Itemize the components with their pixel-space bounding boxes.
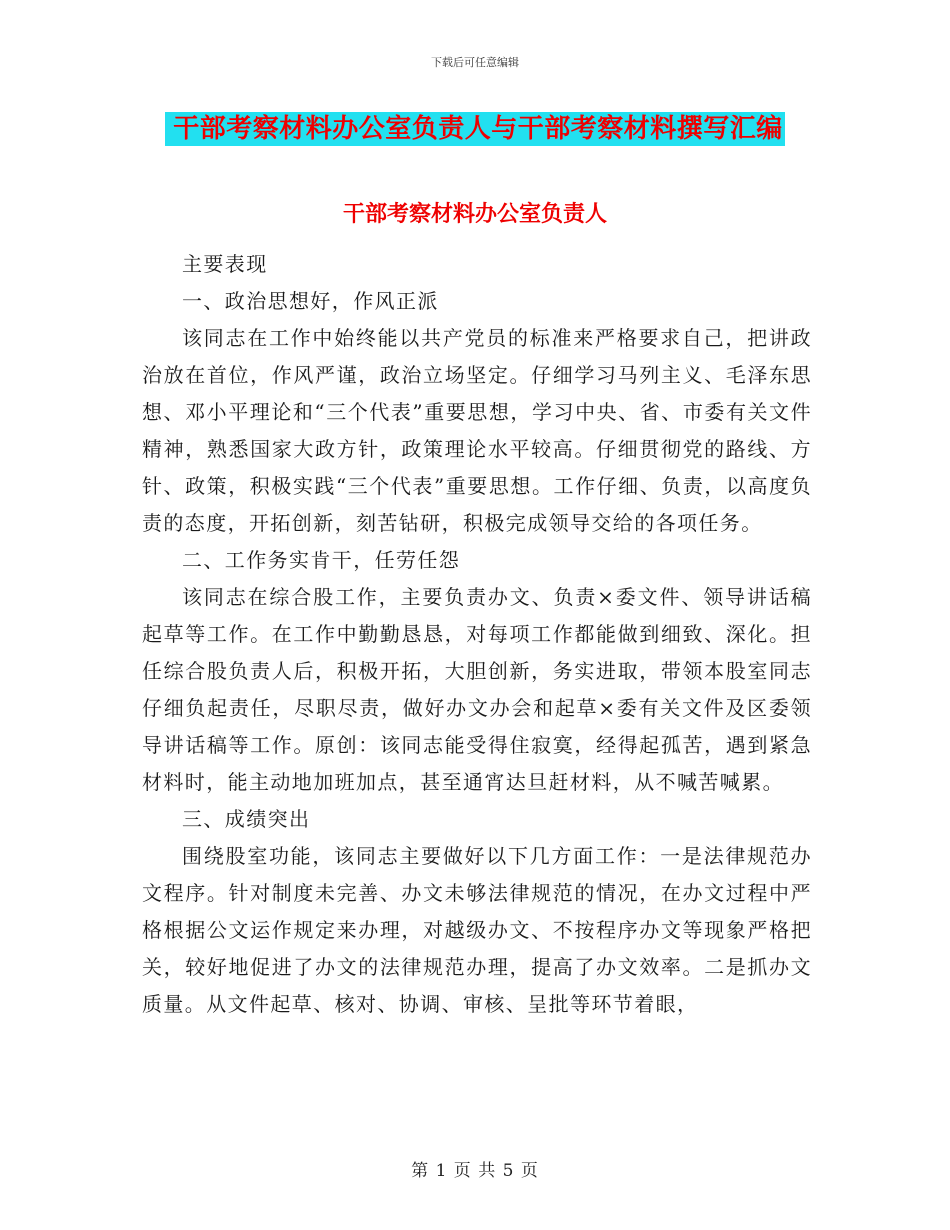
page-number-footer: 第 1 页 共 5 页 [411,1161,539,1181]
document-title-container [0,112,950,146]
paragraph-political-thought: 该同志在工作中始终能以共产党员的标准来严格要求自己，把讲政治放在首位，作风严谨，政治立场坚定。仔细学习马列主义、毛泽东思想、邓小平理论和“三个代表”重要思想，学习中央、省、市委有关文件精神，熟悉国家大政方针，政策理论水平较高。仔细贯彻党的路线、方针、政策，积极实践“三个代表”重要思想。工作仔细、负责，以高度负责的态度，开拓创新，刻苦钻研，积极完成领导交给的各项任务。 [142,326,812,535]
section-title: 干部考察材料办公室负责人 [342,202,607,227]
document-title: 干部考察材料办公室负责人与干部考察材料撰写汇编 [165,112,785,146]
page-header-note: 下载后可任意编辑 [431,56,519,69]
heading-political-thought: 一、政治思想好，作风正派 [182,289,439,313]
paragraph-main-performance: 主要表现 [182,252,268,276]
paragraph-achievements: 围绕股室功能，该同志主要做好以下几方面工作：一是法律规范办文程序。针对制度未完善、办文未够法律规范的情况，在办文过程中严格根据公文运作规定来办理，对越级办文、不按程序办文等现象严格把关，较好地促进了办文的法律规范办理，提高了办文效率。二是抓办文质量。从文件起草、核对、协调、审核、呈批等环节着眼， [142,844,812,1016]
document-body [142,246,812,1023]
paragraph-work-attitude: 该同志在综合股工作，主要负责办文、负责×委文件、领导讲话稿起草等工作。在工作中勤勤恳恳，对每项工作都能做到细致、深化。担任综合股负责人后，积极开拓，大胆创新，务实进取，带领本股室同志仔细负起责任，尽职尽责，做好办文办会和起草×委有关文件及区委领导讲话稿等工作。原创：该同志能受得住寂寞，经得起孤苦，遇到紧急材料时，能主动地加班加点，甚至通宵达旦赶材料，从不喊苦喊累。 [142,585,812,794]
heading-work-attitude: 二、工作务实肯干，任劳任怨 [182,548,461,572]
heading-achievements: 三、成绩突出 [182,807,311,831]
